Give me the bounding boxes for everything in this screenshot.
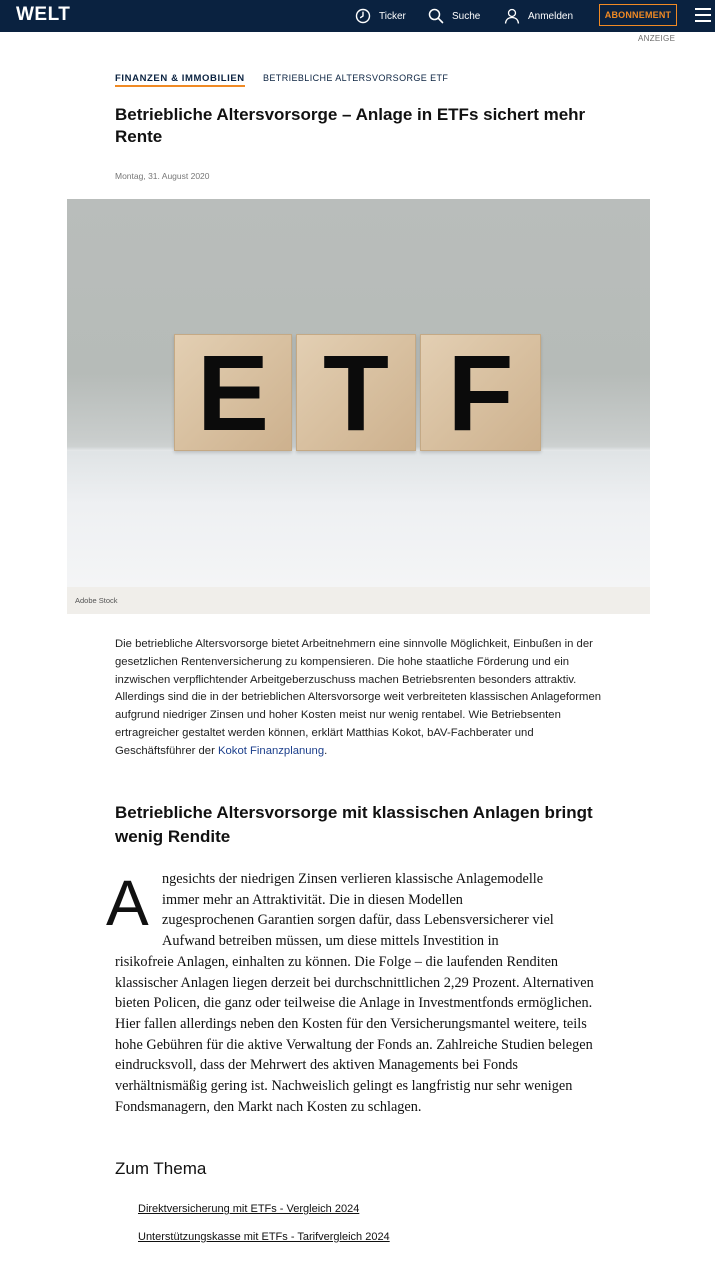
login-link[interactable]: [504, 0, 573, 32]
user-icon: [504, 8, 520, 24]
related-link-direktversicherung[interactable]: Direktversicherung mit ETFs - Vergleich 2024: [138, 1203, 360, 1215]
body-line-2: immer mehr an Attraktivität. Die in diesen Modellen: [162, 891, 463, 908]
body-line-1: ngesichts der niedrigen Zinsen verlieren klassische Anlagemodelle: [162, 871, 544, 887]
ticker-label: Ticker: [379, 10, 406, 22]
article-title: Betriebliche Altersvorsorge – Anlage in ETFs sichert mehr Rente: [115, 105, 586, 146]
wooden-block-e: E: [174, 334, 292, 451]
article-subheading: Betriebliche Altersvorsorge mit klassischen Anlagen bringt wenig Rendite: [115, 803, 593, 846]
login-label: Anmelden: [528, 10, 574, 22]
image-caption-bar: [67, 587, 650, 614]
wooden-block-f: F: [420, 334, 541, 451]
image-caption: Adobe Stock: [75, 596, 118, 605]
menu-icon[interactable]: [695, 8, 711, 22]
subscribe-button[interactable]: ABONNEMENT: [599, 4, 677, 26]
search-icon: [428, 8, 444, 24]
ticker-link[interactable]: [355, 0, 406, 32]
search-label: Suche: [452, 10, 481, 22]
top-navigation-bar: [0, 0, 715, 32]
article-date: Montag, 31. August 2020: [115, 171, 210, 181]
body-rest: risikofreie Anlagen, einhalten zu können. Die Folge – die laufenden Renditen klassischer Anlagen liegen derzeit bei durchschnittlichen 2,29 Prozent. Alternativen bieten Policen, die ganz oder teilweise die Anlage in Investmentfonds ermöglichen. Hier fallen allerdings neben den Kosten für den Versicherungsmantel weitere, teils hohe Gebühren für die aktive Verwaltung der Fonds an. Zahlreiche Studien belegen eindrucksvoll, dass der Mehrwert des aktiven Managements bei Fonds verhältnismäßig gering ist. Nachweislich gelingt es langfristig nur sehr wenigen Fondsmanagern, den Markt nach Kosten zu schlagen.: [115, 953, 594, 1115]
clock-icon: [355, 8, 371, 24]
kokot-finanzplanung-link[interactable]: Kokot Finanzplanung: [217, 744, 325, 757]
search-link[interactable]: [428, 0, 480, 32]
breadcrumb-section[interactable]: FINANZEN & IMMOBILIEN: [115, 73, 245, 87]
article-hero-image: [67, 199, 650, 587]
ad-label: ANZEIGE: [638, 34, 676, 43]
body-line-4: Aufwand betreiben müssen, um diese mittels Investition in: [162, 933, 499, 950]
article-intro: [115, 636, 605, 761]
table-surface: [67, 449, 650, 587]
related-heading: Zum Thema: [115, 1159, 207, 1178]
body-line-3: zugesprochenen Garantien sorgen dafür, dass Lebensversicherer viel: [162, 912, 554, 929]
article-body-paragraph: [115, 869, 605, 1117]
intro-end: .: [324, 744, 328, 757]
wooden-block-t: T: [296, 334, 416, 451]
related-link-unterstuetzungskasse[interactable]: Unterstützungskasse mit ETFs - Tarifvergleich 2024: [138, 1231, 390, 1243]
welt-logo[interactable]: WELT: [16, 4, 71, 25]
breadcrumb-topic[interactable]: BETRIEBLICHE ALTERSVORSORGE ETF: [263, 73, 449, 83]
drop-cap: A: [106, 867, 149, 939]
intro-text: Die betriebliche Altersvorsorge bietet Arbeitnehmern eine sinnvolle Möglichkeit, Einbußen in der gesetzlichen Rentenversicherung zu kompensieren. Die hohe staatliche Förderung und ein inzwischen verpflichtender Arbeitgeberzuschuss machen Betriebsrenten besonders attraktiv. Allerdings sind die in der betrieblichen Altersvorsorge weit verbreiteten klassischen Anlageformen aufgrund niedriger Zinsen und hoher Kosten meist nur wenig rentabel. Wie Betriebsenten ertragreicher gestaltet werden können, erklärt Matthias Kokot, bAV-Fachberater und Geschäftsführer der: [115, 638, 602, 757]
